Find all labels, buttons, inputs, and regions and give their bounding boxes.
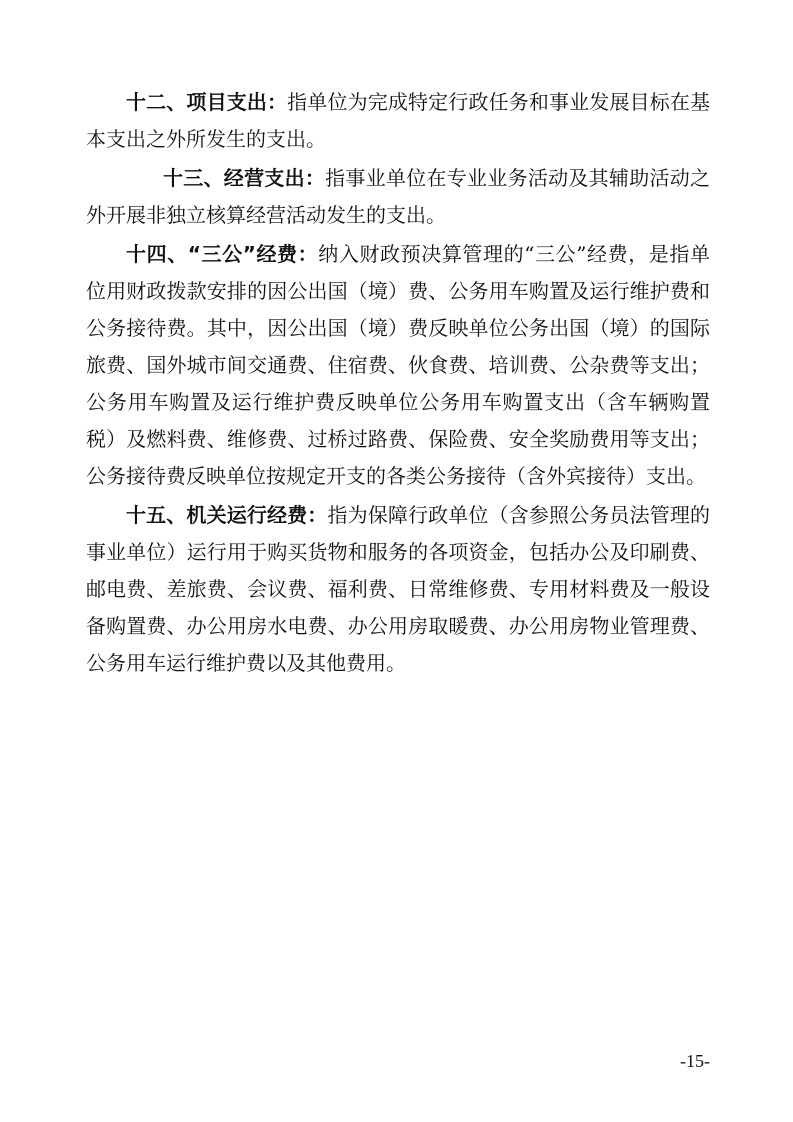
term-definition: 纳入财政预决算管理的“三公”经费，是指单位用财政拨款安排的因公出国（境）费、公务用车购置及运行维护费和公务接待费。其中，因公出国（境）费反映单位公务出国（境）的国际旅费、国外城市间交通费、住宿费、伙食费、培训费、公杂费等支出；公务用车购置及运行维护费反映单位公务用车购置支出（含车辆购置税）及燃料费、维修费、过桥过路费、保险费、安全奖励费用等支出；公务接待费反映单位按规定开支的各类公务接待（含外宾接待）支出。: [86, 242, 711, 488]
paragraph-three-public-expenses: [86, 236, 710, 495]
term-heading: 十三、经营支出：: [163, 166, 326, 190]
page-number: -15-: [680, 1051, 710, 1071]
paragraph-project-expenditure: [86, 84, 710, 158]
term-definition: 指为保障行政单位（含参照公务员法管理的事业单位）运行用于购买货物和服务的各项资金，包括办公及印刷费、邮电费、差旅费、会议费、福利费、日常维修费、专用材料费及一般设备购置费、办公用房水电费、办公用房取暖费、办公用房物业管理费、公务用车运行维护费以及其他费用。: [86, 503, 711, 675]
paragraph-operating-expenditure: [86, 160, 710, 234]
term-heading: 十二、项目支出：: [126, 90, 288, 114]
term-heading: 十四、“三公”经费：: [126, 242, 319, 266]
paragraph-agency-operating-expenses: [86, 497, 710, 682]
term-heading: 十五、机关运行经费：: [126, 503, 328, 527]
term-definition: 指事业单位在专业业务活动及其辅助活动之外开展非独立核算经营活动发生的支出。: [86, 166, 711, 227]
term-definition: 指单位为完成特定行政任务和事业发展目标在基本支出之外所发生的支出。: [86, 90, 711, 151]
document-body: [86, 84, 710, 684]
